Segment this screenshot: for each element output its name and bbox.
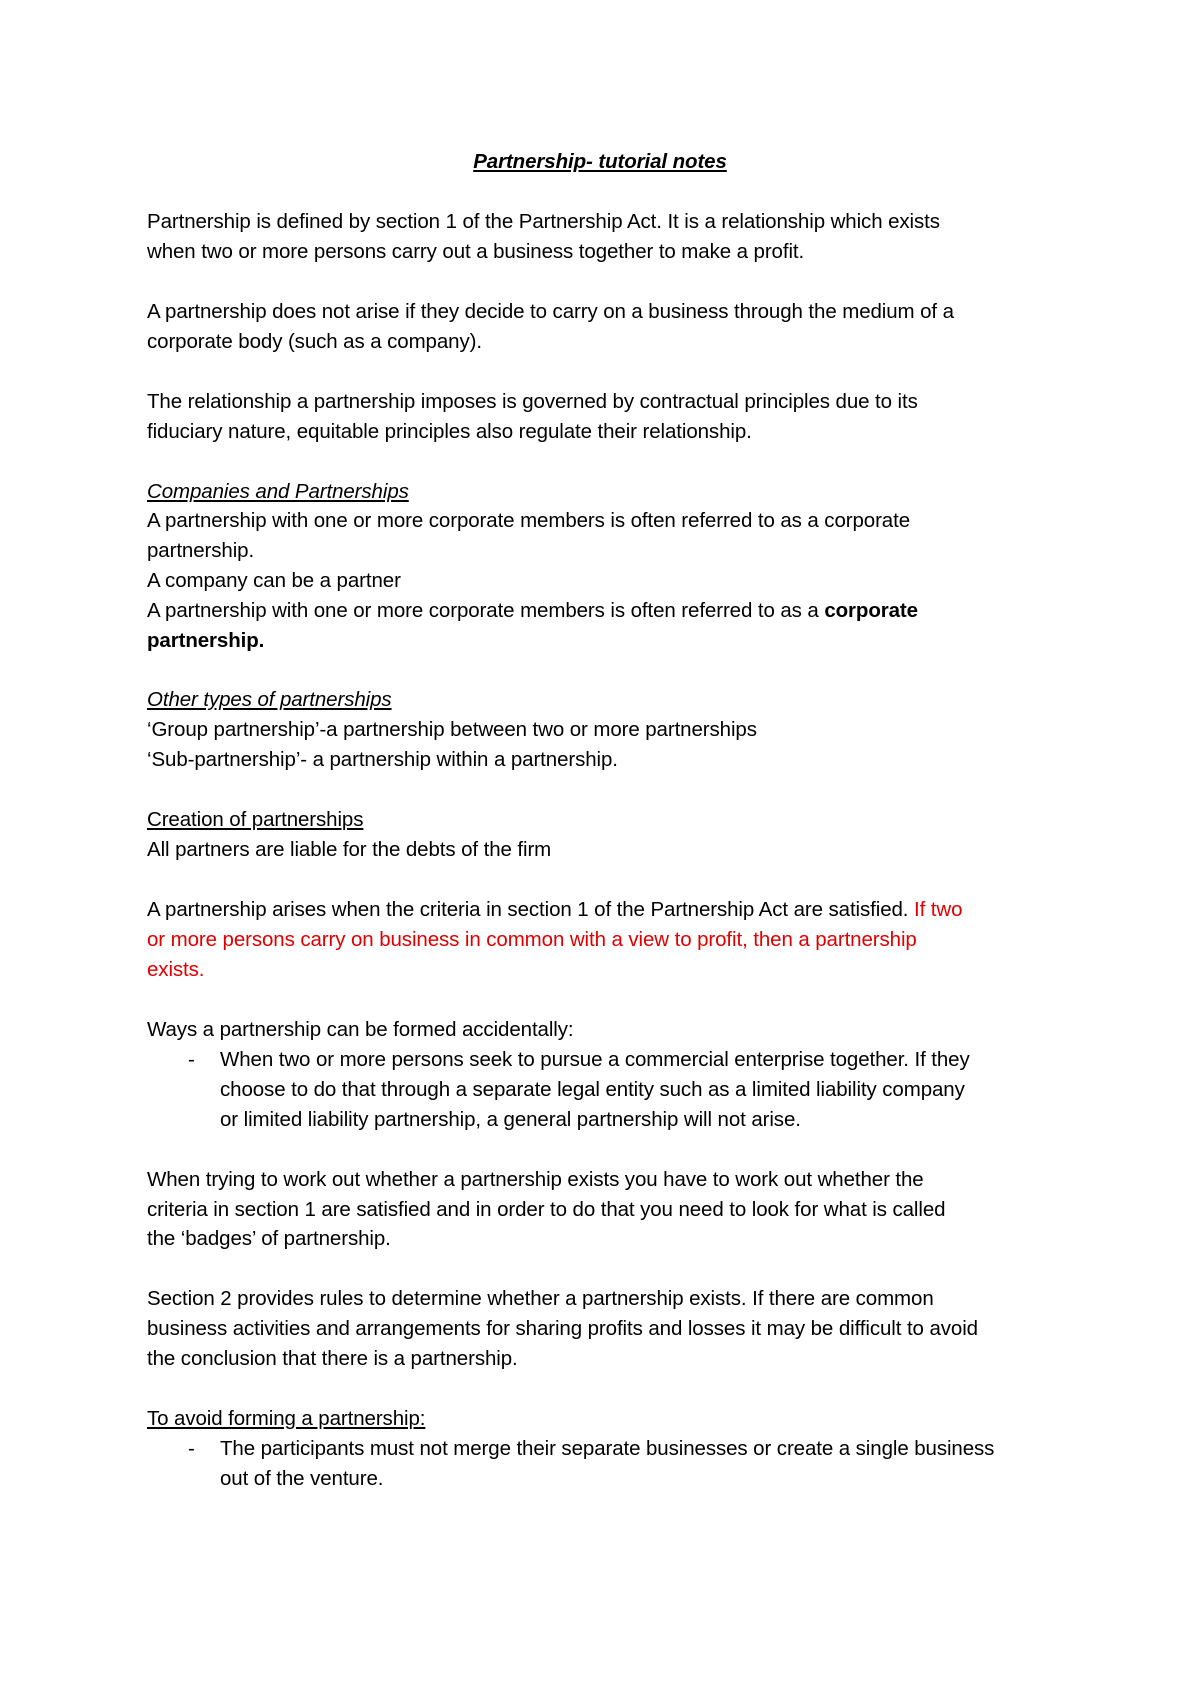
paragraph-definition-line-1: Partnership is defined by section 1 of the Partnership Act. It is a relationship which exists <box>147 210 940 233</box>
avoid-bullet-dash: - <box>188 1437 195 1460</box>
corporate-bold-text: corporate <box>824 599 918 622</box>
companies-line-3: A company can be a partner <box>147 569 401 592</box>
other-types-line-2: ‘Sub-partnership’- a partnership within a partnership. <box>147 748 618 771</box>
paragraph-corporate-body-line-2: corporate body (such as a company). <box>147 330 482 353</box>
badges-line-2: criteria in section 1 are satisfied and in order to do that you need to look for what is called <box>147 1198 946 1221</box>
creation-line-2 <box>147 898 962 922</box>
ways-bullet-line-3: or limited liability partnership, a general partnership will not arise. <box>220 1108 801 1131</box>
section2-line-3: the conclusion that there is a partnership. <box>147 1347 518 1370</box>
page-title: Partnership- tutorial notes <box>473 150 727 173</box>
ways-bullet-line-2: choose to do that through a separate legal entity such as a limited liability company <box>220 1078 965 1101</box>
companies-line-2: partnership. <box>147 539 255 562</box>
badges-line-1: When trying to work out whether a partnership exists you have to work out whether the <box>147 1168 924 1191</box>
ways-bullet-dash: - <box>188 1048 195 1071</box>
creation-line-2-text: A partnership arises when the criteria in section 1 of the Partnership Act are satisfied. <box>147 898 914 921</box>
ways-intro: Ways a partnership can be formed accidentally: <box>147 1018 574 1041</box>
heading-companies-and-partnerships: Companies and Partnerships <box>147 480 409 503</box>
paragraph-corporate-body-line-1: A partnership does not arise if they decide to carry on a business through the medium of a <box>147 300 954 323</box>
badges-line-3: the ‘badges’ of partnership. <box>147 1227 391 1250</box>
section2-line-2: business activities and arrangements for sharing profits and losses it may be difficult to avoid <box>147 1317 978 1340</box>
avoid-bullet-line-1: The participants must not merge their separate businesses or create a single business <box>220 1437 995 1460</box>
creation-line-1: All partners are liable for the debts of the firm <box>147 838 552 861</box>
other-types-line-1: ‘Group partnership’-a partnership between two or more partnerships <box>147 718 757 741</box>
avoid-bullet-line-2: out of the venture. <box>220 1467 384 1490</box>
creation-red-line-3: or more persons carry on business in common with a view to profit, then a partnership <box>147 928 917 951</box>
creation-red-line-4: exists. <box>147 958 205 981</box>
paragraph-relationship-line-1: The relationship a partnership imposes is governed by contractual principles due to its <box>147 390 918 413</box>
heading-creation-of-partnerships: Creation of partnerships <box>147 808 364 831</box>
companies-line-1: A partnership with one or more corporate members is often referred to as a corporate <box>147 509 911 532</box>
heading-other-types: Other types of partnerships <box>147 688 392 711</box>
companies-line-5: partnership. <box>147 629 265 652</box>
heading-avoid-forming: To avoid forming a partnership: <box>147 1407 426 1430</box>
ways-bullet-line-1: When two or more persons seek to pursue a commercial enterprise together. If they <box>220 1048 970 1071</box>
paragraph-relationship-line-2: fiduciary nature, equitable principles also regulate their relationship. <box>147 420 752 443</box>
paragraph-definition-line-2: when two or more persons carry out a business together to make a profit. <box>147 240 805 263</box>
red-emphasis-text: If two <box>914 898 963 921</box>
section2-line-1: Section 2 provides rules to determine whether a partnership exists. If there are common <box>147 1287 934 1310</box>
companies-line-4-text: A partnership with one or more corporate members is often referred to as a <box>147 599 825 622</box>
companies-line-4 <box>147 599 918 623</box>
